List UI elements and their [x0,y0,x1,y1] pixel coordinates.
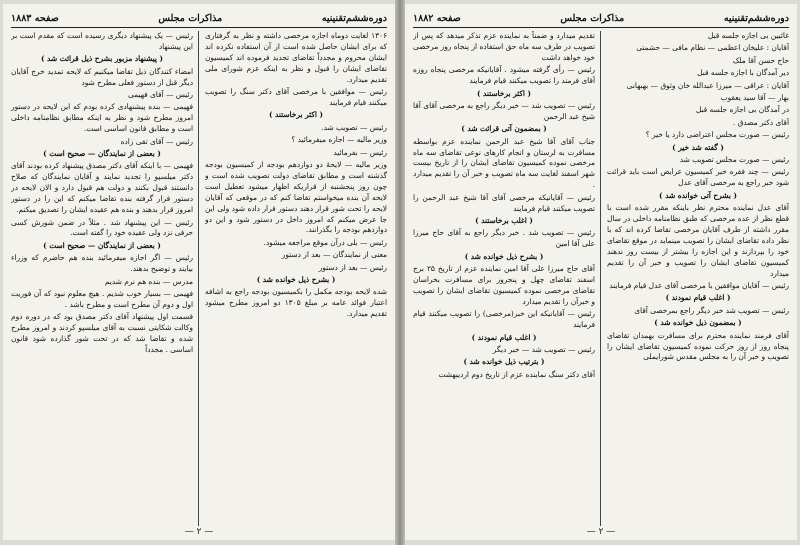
centered-note: ( بشرح آتی خوانده شد ) [659,190,737,200]
text-paragraph: جناب آقای آقا شیخ عبد الرحمن نماینده عزم بواسطه مسافرت به لرستان و انجام کارهای نوعی تقاضای سه ماه مرخصی نموده کمیسیون تقاضای ایشان را از تاریخ بیست شهر اسفند لغایت سه ماه تصویب و خبر آن را تقدیم میدارد . [413,136,595,190]
text-paragraph: رئیس — صورت مجلس تصویب شد [679,155,789,165]
right-page-left-column [413,31,595,526]
centered-note: ( اغلب قیام نمودند ) [665,293,731,303]
text-paragraph: رئیس — آقای تقی زاده [120,136,193,146]
text-paragraph: رئیس — تصویب شد. [321,122,387,132]
text-paragraph: آقای دکتر مصدق . [732,117,789,127]
left-header-title: مذاکرات مجلس [158,12,223,24]
text-paragraph: شده لایحه بودجه مکمل را بکمیسیون بودجه راجع به اشافه اعتبار فوائد عامه بر مبلغ ۱۳۰۵ دو امروز مطرح میشود تقدیم میدارد. [205,287,387,319]
text-paragraph: رئیس — موافقین با مرخصی آقای دکتر سنگ را تصویب میکنند قیام فرمایند [205,87,387,107]
left-page [3,4,395,540]
text-paragraph: رئیس — تصویب شد خبر دیگر راجع بمرخصی آقای [634,305,789,315]
text-paragraph: رئیس — آقایانیکه این خبر(مرخصی) را تصویب میکنند قیام فرمایند [413,309,595,330]
centered-note: ( بمضمون آتی قرائت شد ) [461,124,547,134]
text-paragraph: رئیس — رأی گرفته میشود . آقایانیکه مرخصی پنجاه روزه آقای فرمند را تصویب میکنند قیام فرمایند [413,65,595,86]
centered-note: ( بعضی از نمایندگان — صحیح است ) [43,149,161,159]
text-paragraph: قسمت اول پیشنهاد آقای دکتر مصدق بود که در دوره دوم وکالت شکایتی نسبت به آقای میلسپو کردند و امروز مطرح شده و تقاضا شد که در تحت شور گذارده شود قانون اساسی . مجدداً [11,312,193,354]
text-paragraph: آقایان : علیخان اعظمی — نظام مافی — حشمتی [636,43,789,53]
text-paragraph: دیر آمدگان با اجازه جلسه قبل [697,68,789,78]
text-paragraph: رئیس — تصویب شد — خبر دیگر [492,344,595,354]
left-page-right-column [205,31,387,526]
text-paragraph: رئیس — آقایانیکه مرخصی آقای آقا شیخ عبد الرحمن را تصویب میکنند قیام فرمایند [413,192,595,213]
centered-note: ( بشرح ذیل خوانده شد ) [464,251,544,261]
right-page-footer-number: — ۲ — [586,527,616,537]
right-header-page-number: صفحه ۱۸۸۲ [413,12,461,24]
text-paragraph: رئیس — اگر اجازه میفرمائید بنده هم حاضرم که وزراء بیایند و توضیح بدهند. [11,253,193,274]
centered-note: ( بترتیب ذیل خوانده شد ) [463,357,545,367]
text-paragraph: رئیس — آقایان موافقین با مرخصی آقای عدل قیام فرمایند [609,281,789,291]
centered-note: ( گفته شد خیر ) [672,142,724,152]
left-header-page-number: صفحه ۱۸۸۳ [11,12,59,24]
text-paragraph: رئیس — تصویب شد . خبر دیگر راجع به آقای حاج میرزا علی آقا امین [413,228,595,249]
right-header-session: دوره‌ششم‌تقنینیه [723,12,789,24]
text-paragraph: رئیس — بفرمائید [333,147,387,157]
text-paragraph: آقای حاج میرزا علی آقا امین نماینده عزم از تاریخ ۲۵ برج اسفند تقاضای چهل و پنجروز برای مسافرت بخراسان تقاضای مرخصی نموده کمیسیون تقاضای ایشان را تصویب و خبرآن را تقدیم میدارد [413,264,595,306]
text-paragraph: وزیر مالیه — لایحهٔ دو دوازدهم بودجه از کمیسیون بودجه گذشته است و مطابق تقاضای دولت تصویب شده است و چون روز پنجشنبه از قراریکه اظهار میشود تعطیل است لایحه آن بنده میخواستم تقاضا کنم که در موقعی که آقایان لایحه را تحت شور قرار دهند دستور قرار داده شود ولی این جا عرض میکنم که امروز داخل در دستور شود و این دو دوازدهم بودجه را بگذرانند. [205,159,387,235]
left-header-session: دوره‌ششم‌تقنینیه [321,12,387,24]
text-paragraph: فهیمی — بنده پیشنهادی کرده بودم که این لایحه در دستور امروز مطرح شود و نظر به اینکه مطابق نظامنامه داخلی است و مطابق قانون اساسی است. [11,102,193,134]
text-paragraph: آقای عدل نماینده محترم نظر باینکه مقرر شده است با قطع نظر از عده مرخصی که طبق نظامنامه داخلی در سال مقرر داشته از طرف آقایان مرخصی تقاضا کرده اند که با نظر داده تقاضای ایشان را تصویب مینماید در موقع تقاضای خود را بپردازند و این اجازه را بیشتر از بیست روز ندهند کمیسیون تقاضای ایشان را تصویب و خبر آن را تقدیم میدارد [607,203,789,278]
left-page-footer-number: — ۲ — [184,527,214,537]
right-page [405,4,797,540]
text-paragraph: آقای فرمند نماینده محترم برای مسافرت بهمدان تقاضای پنجاه روز از روز حرکت نموده کمیسیون تقاضای ایشان را تصویب و خبر آن را به مجلس مقدس شورایملی [607,330,789,362]
left-page-header [11,10,387,26]
right-column-divider [600,31,601,526]
text-paragraph: امضاء کنندگان ذیل تقاضا میکنیم که لایحه تمدید خرج آقایان دیگر قبل از دستور فعلی مطرح شود [11,66,193,87]
left-column-divider [198,31,199,526]
text-paragraph: رئیس — این پیشنهاد شد . مثلاً در ضمن شورش کسی حرفی نزد ولی عقیده خود را گفته است. [11,217,193,238]
centered-note: ( بشرح ذیل خوانده شد ) [256,275,336,285]
right-page-header [413,10,789,26]
centered-note: ( بمضمون ذیل خوانده شد ) [654,318,742,328]
text-paragraph: رئیس — چند فقره خبر کمیسیون عرایض است باید قرائت شود خبر راجع به مرخصی آقای عدل [607,167,789,188]
text-paragraph: آقای دکتر سنگ نماینده عزم از تاریخ دوم اردیبهشت [438,369,595,379]
left-page-left-column [11,31,193,526]
text-paragraph: رئیس — بعد از دستور [318,262,387,272]
text-paragraph: در آمدگان بی اجازه جلسه قبل [695,105,789,115]
right-header-rule [413,27,789,28]
text-paragraph: وزیر مالیه — اجازه میفرمائید ؟ [291,135,387,145]
centered-note: ( اکثر برخاستند ) [268,110,324,120]
centered-note: ( بعضی از نمایندگان — صحیح است ) [43,240,161,250]
text-paragraph: رئیس — یک پیشنهاد دیگری رسیده است که مقدم است بر این پیشنهاد [11,31,193,51]
centered-note: ( پیشنهاد مزبور بشرح ذیل قرائت شد ) [40,54,164,64]
centered-note: ( اغلب قیام نمودند ) [471,332,537,342]
text-paragraph: رئیس — تصویب شد — خبر دیگر راجع به مرخصی آقای آقا شیخ عبد الرحمن [413,100,595,121]
text-paragraph: غائبین بی اجازه جلسه قبل [707,31,789,40]
right-page-right-column [607,31,789,526]
left-header-rule [11,27,387,28]
text-paragraph: ۱۳۰۶ لغایت دوماه اجازه مرخصی داشته و نظر به گرفتاری که برای ایشان حاصل شده است از آن استفاده نکرده اند ایشان محروم و مجدداً تقاضای تجدید فرموده اند کمیسیون تقاضای ایشان را قبول و نظر به اینکه عزم شورای ملی تقدیم میدارد. [205,31,387,84]
text-paragraph: بهار — آقا سید یعقوب [720,93,789,103]
text-paragraph: رئیس — آقای فهیمی [128,90,193,100]
text-paragraph: معنی از نمایندگان — بعد از دستور [281,250,387,260]
text-paragraph: حاج حسن آقا ملک [732,55,789,65]
text-paragraph: فهیمی — با اینکه آقای دکتر مصدق پیشنهاد کرده بودند آقای دکتر میلسپو را تجدید نمایند و آقایان نمایندگان که صلاح دانستند قبول بکنند و دولت هم قبول دارد و الان لایحه در دستور قرار گرفته بنده تقاضا میکنم که این را در دستور امروز قرار بدهند و بنده هم عقیده ایشان را تصدیق میکنم. [11,161,193,215]
centered-note: ( اغلب برخاستند ) [475,216,533,225]
text-paragraph: رئیس — صورت مجلس اعتراضی دارد یا خیر ؟ [645,130,789,140]
centered-note: ( اکثر برخاستند ) [476,88,532,98]
right-header-title: مذاکرات مجلس [560,12,625,24]
text-paragraph: تقدیم میدارد و ضمناً به نماینده عزم تذکر میدهد که پس از تصویب در طرف سه ماه حق استفاده از پنجاه روز مرخصی خود خواهد داشت [413,31,595,62]
text-paragraph: مدرس — بنده هم نرم شدیم [104,276,193,286]
text-paragraph: فهیمی — بسیار خوب شدیم . هیچ معلوم نبود که آن فوریت اول و دوم آن مطرح است و مطرح باشد . [11,288,193,309]
text-paragraph: آقایان : عراقی — میرزا عبدالله خان وثوق — بهبهانی [626,80,789,90]
book-gutter [395,0,405,545]
text-paragraph: رئیس — بلی درآن موقع مراجعه میشود. [263,237,387,247]
